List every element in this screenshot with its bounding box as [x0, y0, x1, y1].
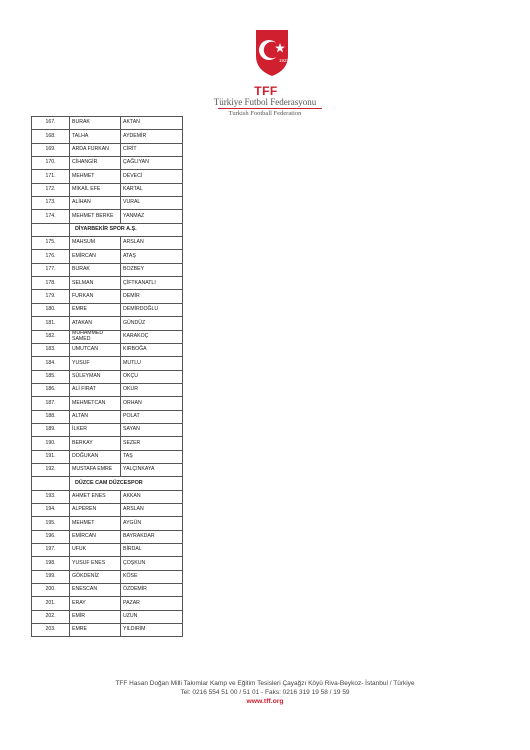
player-first-name: EMRE	[70, 624, 121, 637]
player-first-name: EMRE	[70, 303, 121, 316]
player-first-name: YUSUF	[70, 357, 121, 370]
player-first-name: ERAY	[70, 597, 121, 610]
player-first-name: ALİHAN	[70, 197, 121, 210]
player-row	[32, 317, 183, 330]
player-first-name: DOĞUKAN	[70, 450, 121, 463]
player-row	[32, 544, 183, 557]
player-number: 202.	[32, 610, 70, 623]
player-last-name: ARSLAN	[121, 237, 183, 250]
player-last-name: UZUN	[121, 610, 183, 623]
player-number: 173.	[32, 197, 70, 210]
player-last-name: DEMİRDOĞLU	[121, 303, 183, 316]
player-first-name: AHMET ENES	[70, 490, 121, 503]
player-last-name: YANMAZ	[121, 210, 183, 223]
footer-address: TFF Hasan Doğan Milli Takımlar Kamp ve Eğitim Tesisleri Çayağzı Köyü Riva-Beykoz- İstanbul / Türkiye	[115, 680, 415, 687]
player-first-name: SELMAN	[70, 277, 121, 290]
player-row	[32, 530, 183, 543]
team-name: DİYARBEKİR SPOR A.Ş.	[70, 223, 183, 236]
player-roster-table	[31, 116, 183, 637]
player-number: 185.	[32, 370, 70, 383]
player-last-name: POLAT	[121, 410, 183, 423]
player-first-name: CİHANGİR	[70, 157, 121, 170]
player-number: 169.	[32, 143, 70, 156]
player-last-name: VURAL	[121, 197, 183, 210]
player-row	[32, 277, 183, 290]
player-first-name: ATAKAN	[70, 317, 121, 330]
player-row	[32, 437, 183, 450]
player-number: 198.	[32, 557, 70, 570]
player-last-name: AYDEMİR	[121, 130, 183, 143]
player-number: 179.	[32, 290, 70, 303]
player-row	[32, 143, 183, 156]
player-last-name: YALÇINKAYA	[121, 463, 183, 476]
player-last-name: OKUR	[121, 383, 183, 396]
player-last-name: PAZAR	[121, 597, 183, 610]
crest-icon	[252, 26, 292, 78]
player-first-name: SÜLEYMAN	[70, 370, 121, 383]
player-first-name: UMUTCAN	[70, 343, 121, 356]
player-first-name: BURAK	[70, 263, 121, 276]
player-last-name: ATAŞ	[121, 250, 183, 263]
player-row	[32, 570, 183, 583]
federation-name: Türkiye Futbol Federasyonu	[213, 97, 317, 107]
player-number: 174.	[32, 210, 70, 223]
player-last-name: BİRDAL	[121, 544, 183, 557]
player-first-name: MEHMET	[70, 517, 121, 530]
header-divider	[218, 108, 322, 109]
player-last-name: OKÇU	[121, 370, 183, 383]
player-number: 171.	[32, 170, 70, 183]
player-last-name: TAŞ	[121, 450, 183, 463]
player-last-name: ÇİFTKANATLI	[121, 277, 183, 290]
player-number: 178.	[32, 277, 70, 290]
player-last-name: KIRBOĞA	[121, 343, 183, 356]
player-row	[32, 197, 183, 210]
player-row	[32, 343, 183, 356]
player-row	[32, 557, 183, 570]
player-row	[32, 117, 183, 130]
player-row	[32, 383, 183, 396]
player-first-name: ENESCAN	[70, 584, 121, 597]
player-row	[32, 624, 183, 637]
player-row	[32, 610, 183, 623]
player-first-name: MUHAMMED SAMED	[70, 330, 121, 343]
player-last-name: KARAKOÇ	[121, 330, 183, 343]
player-first-name: MEHMET	[70, 170, 121, 183]
player-first-name: MEHMET BERKE	[70, 210, 121, 223]
player-number: 184.	[32, 357, 70, 370]
player-row	[32, 237, 183, 250]
player-number: 196.	[32, 530, 70, 543]
player-row	[32, 450, 183, 463]
federation-name-en: Turkish Football Federation	[228, 110, 302, 117]
player-number: 195.	[32, 517, 70, 530]
player-first-name: EMİRCAN	[70, 250, 121, 263]
player-row	[32, 370, 183, 383]
player-row	[32, 263, 183, 276]
player-last-name: BOZBEY	[121, 263, 183, 276]
player-number: 180.	[32, 303, 70, 316]
player-number: 199.	[32, 570, 70, 583]
player-row	[32, 183, 183, 196]
player-last-name: SAYAN	[121, 423, 183, 436]
player-last-name: ÇAĞLIYAN	[121, 157, 183, 170]
player-number: 177.	[32, 263, 70, 276]
player-last-name: DEMİR	[121, 290, 183, 303]
logo-year: 1923	[279, 58, 290, 63]
player-last-name: ÇOŞKUN	[121, 557, 183, 570]
player-number: 189.	[32, 423, 70, 436]
team-group-row	[32, 223, 183, 236]
group-row-blank	[32, 223, 70, 236]
player-number: 168.	[32, 130, 70, 143]
player-last-name: ÖZDEMİR	[121, 584, 183, 597]
player-first-name: ALPEREN	[70, 503, 121, 516]
player-row	[32, 503, 183, 516]
player-number: 194.	[32, 503, 70, 516]
player-last-name: DEVECİ	[121, 170, 183, 183]
player-number: 187.	[32, 397, 70, 410]
player-last-name: KARTAL	[121, 183, 183, 196]
player-last-name: AKTAN	[121, 117, 183, 130]
player-number: 183.	[32, 343, 70, 356]
brand-text: TFF	[254, 84, 278, 98]
player-row	[32, 584, 183, 597]
player-first-name: EMİR	[70, 610, 121, 623]
player-row	[32, 210, 183, 223]
player-last-name: MUTLU	[121, 357, 183, 370]
player-number: 192.	[32, 463, 70, 476]
player-first-name: UFUK	[70, 544, 121, 557]
player-number: 181.	[32, 317, 70, 330]
player-last-name: CİRİT	[121, 143, 183, 156]
player-first-name: MİKAİL EFE	[70, 183, 121, 196]
group-row-blank	[32, 477, 70, 490]
player-row	[32, 170, 183, 183]
player-first-name: YUSUF ENES	[70, 557, 121, 570]
player-row	[32, 330, 183, 343]
player-first-name: FURKAN	[70, 290, 121, 303]
footer-website[interactable]: www.tff.org	[246, 698, 284, 705]
player-last-name: AYGÜN	[121, 517, 183, 530]
player-number: 186.	[32, 383, 70, 396]
player-last-name: SEZER	[121, 437, 183, 450]
player-row	[32, 250, 183, 263]
player-row	[32, 130, 183, 143]
player-row	[32, 463, 183, 476]
player-first-name: EMİRCAN	[70, 530, 121, 543]
player-first-name: MAHSUM	[70, 237, 121, 250]
player-number: 175.	[32, 237, 70, 250]
player-number: 193.	[32, 490, 70, 503]
footer-phone: Tel: 0216 554 51 00 / 51 01 - Faks: 0216 319 19 58 / 19 59	[180, 689, 350, 696]
player-row	[32, 490, 183, 503]
player-row	[32, 597, 183, 610]
player-first-name: İLKER	[70, 423, 121, 436]
player-first-name: ALTAN	[70, 410, 121, 423]
player-first-name: GÖKDENİZ	[70, 570, 121, 583]
player-last-name: GÜNDÜZ	[121, 317, 183, 330]
player-row	[32, 303, 183, 316]
player-number: 191.	[32, 450, 70, 463]
player-number: 172.	[32, 183, 70, 196]
player-first-name: TALHA	[70, 130, 121, 143]
player-number: 167.	[32, 117, 70, 130]
player-first-name: ALİ FIRAT	[70, 383, 121, 396]
player-number: 197.	[32, 544, 70, 557]
player-first-name: MEHMETCAN	[70, 397, 121, 410]
player-last-name: BAYRAKDAR	[121, 530, 183, 543]
player-number: 182.	[32, 330, 70, 343]
player-row	[32, 357, 183, 370]
team-name: DÜZCE CAM DÜZCESPOR	[70, 477, 183, 490]
player-row	[32, 290, 183, 303]
player-last-name: ARSLAN	[121, 503, 183, 516]
player-last-name: ORHAN	[121, 397, 183, 410]
player-number: 188.	[32, 410, 70, 423]
player-number: 170.	[32, 157, 70, 170]
player-first-name: BERKAY	[70, 437, 121, 450]
player-row	[32, 517, 183, 530]
player-number: 176.	[32, 250, 70, 263]
player-number: 200.	[32, 584, 70, 597]
player-row	[32, 157, 183, 170]
team-group-row	[32, 477, 183, 490]
player-number: 201.	[32, 597, 70, 610]
player-first-name: MUSTAFA EMRE	[70, 463, 121, 476]
player-last-name: AKKAN	[121, 490, 183, 503]
player-last-name: KÖSE	[121, 570, 183, 583]
player-last-name: YILDIRIM	[121, 624, 183, 637]
player-first-name: ARDA FURKAN	[70, 143, 121, 156]
player-number: 190.	[32, 437, 70, 450]
player-row	[32, 397, 183, 410]
player-row	[32, 423, 183, 436]
player-row	[32, 410, 183, 423]
player-first-name: BURAK	[70, 117, 121, 130]
player-number: 203.	[32, 624, 70, 637]
